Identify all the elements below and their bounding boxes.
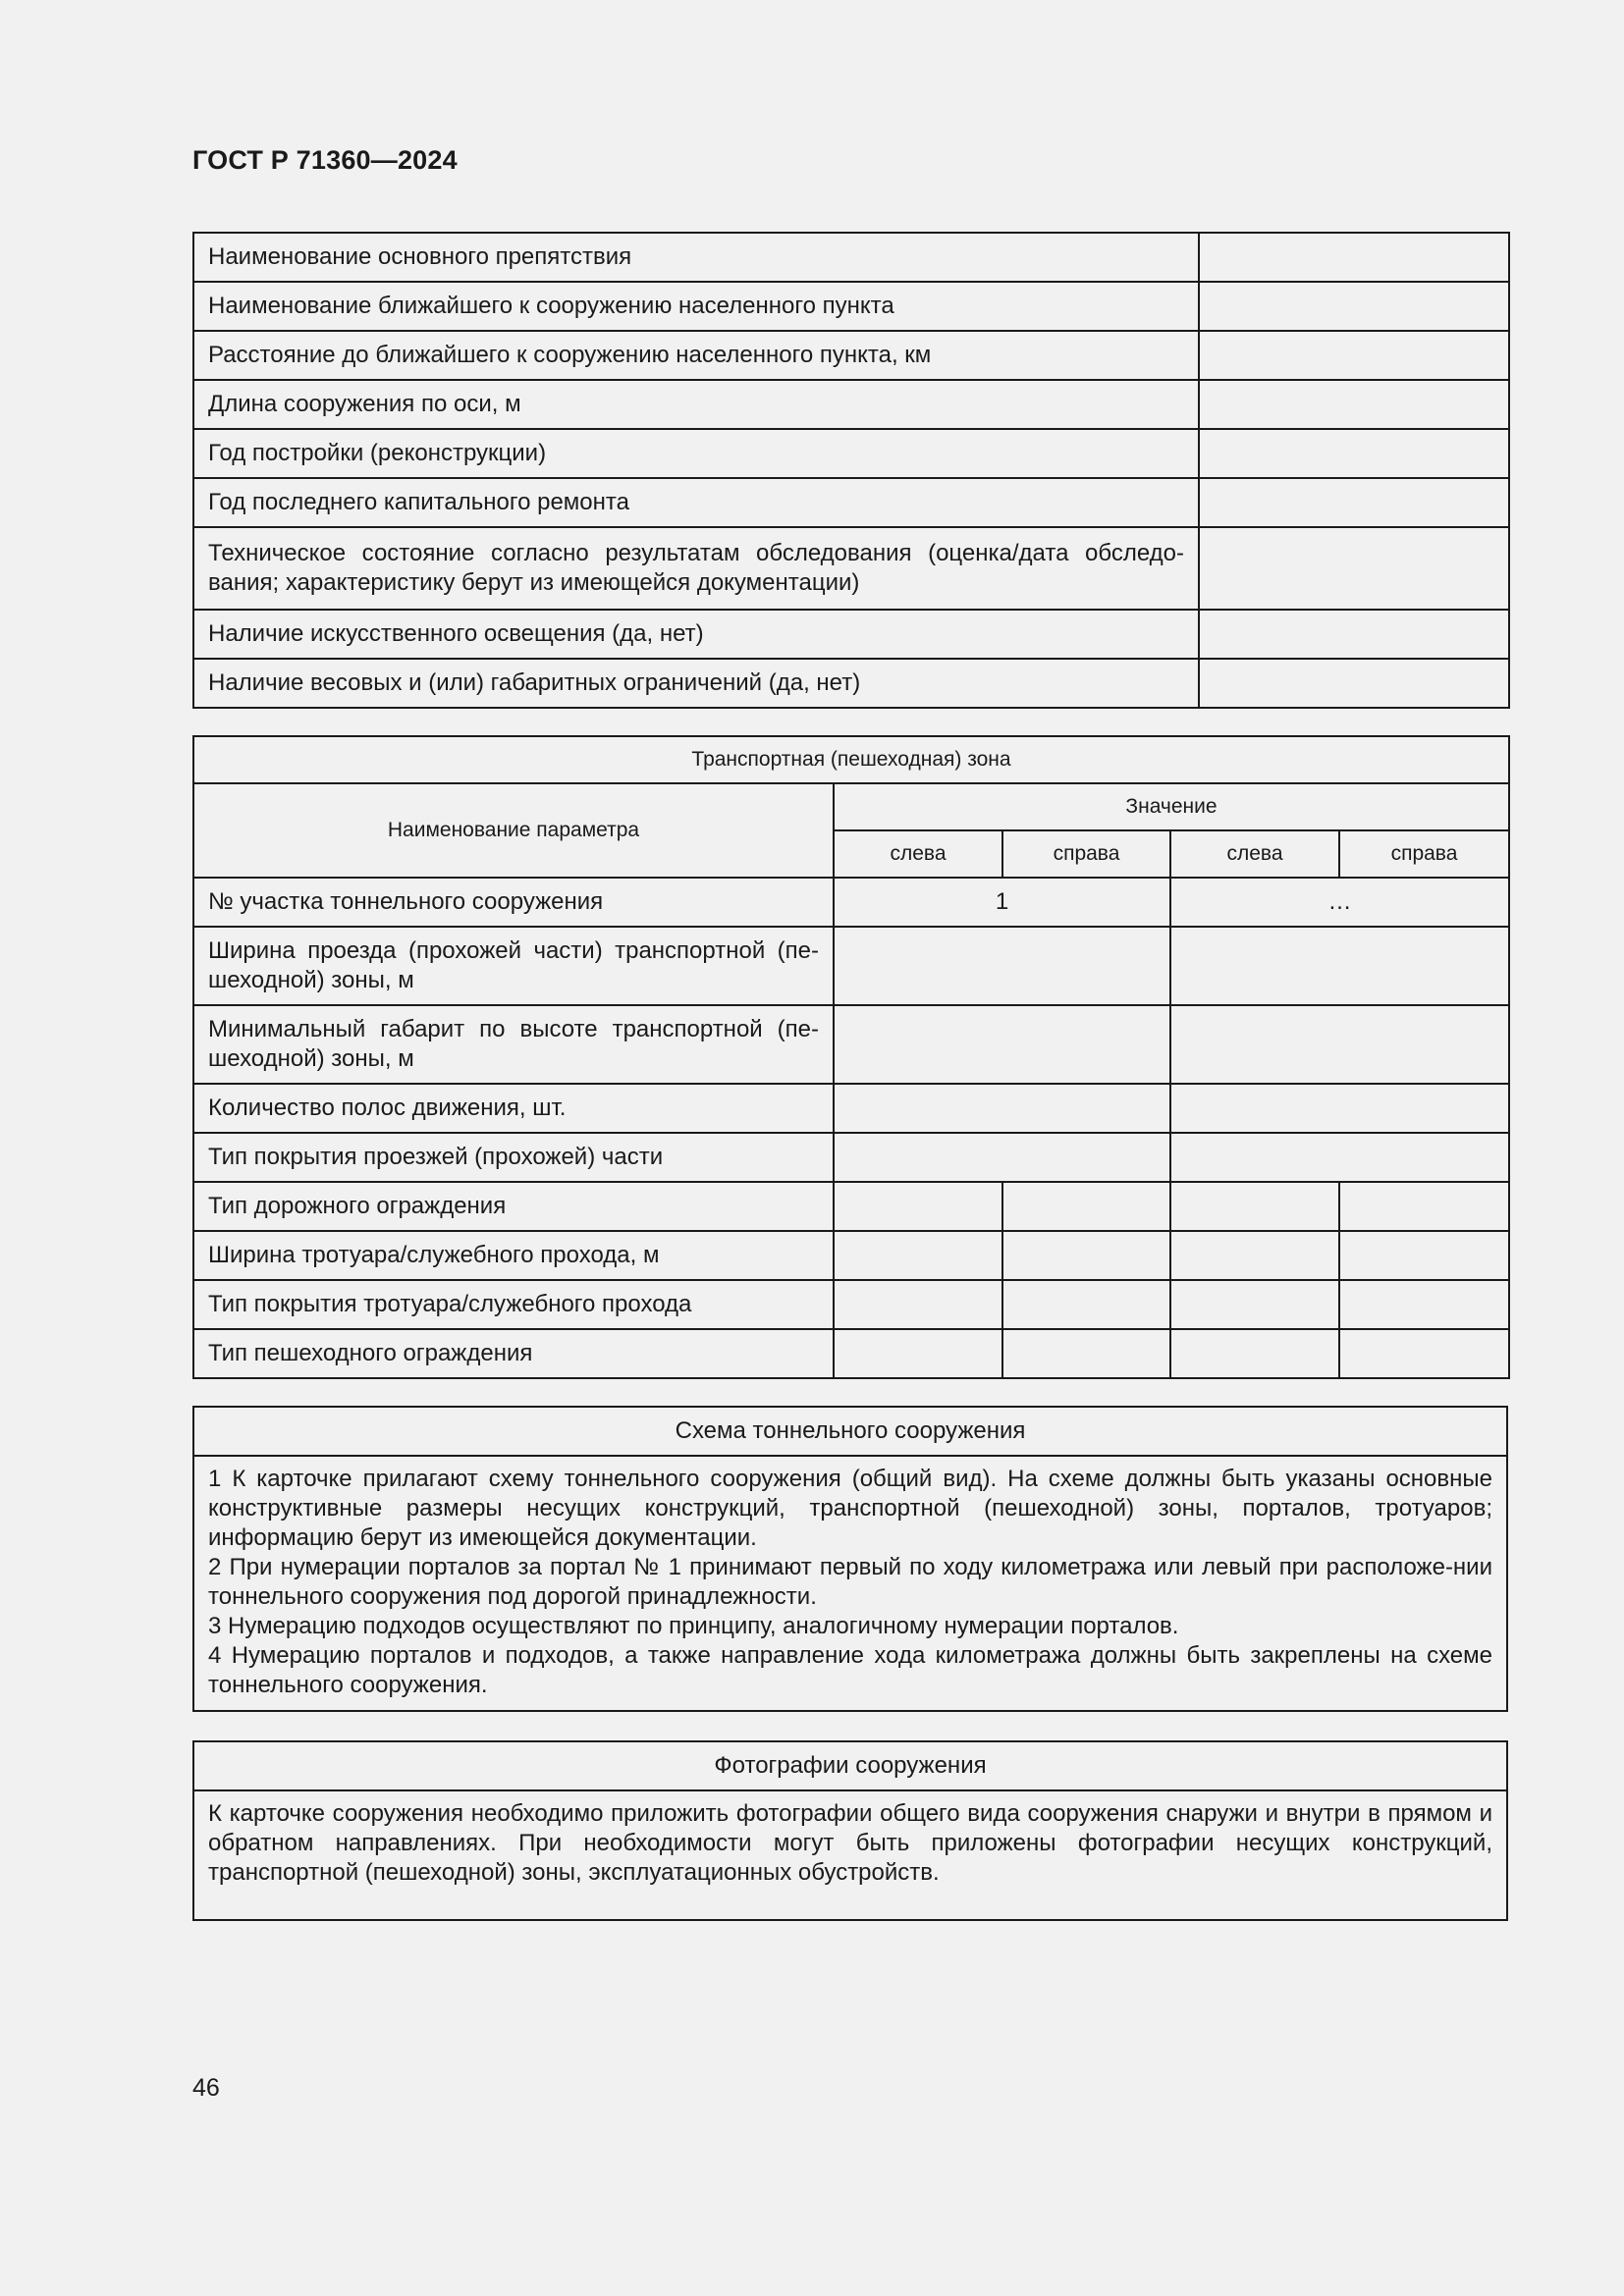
value-cell[interactable] [1199,233,1509,282]
section-number: … [1170,878,1509,927]
value-cell[interactable] [1199,331,1509,380]
table-row [193,1084,1509,1133]
table-row [193,429,1509,478]
table-row [193,380,1509,429]
value-cell[interactable] [1002,1280,1170,1329]
value-cell[interactable] [1170,1182,1339,1231]
photos-title: Фотографии сооружения [193,1741,1507,1790]
value-cell[interactable] [1170,1084,1509,1133]
row-label: Тип пешеходного ограждения [193,1329,834,1378]
row-label: Минимальный габарит по высоте транспортной (пе-шеходной) зоны, м [193,1005,834,1084]
subheader-right: справа [1339,830,1509,878]
row-label: Тип дорожного ограждения [193,1182,834,1231]
value-cell[interactable] [1170,927,1509,1005]
value-cell[interactable] [1339,1280,1509,1329]
table-row [193,1329,1509,1378]
row-label: Количество полос движения, шт. [193,1084,834,1133]
row-label: № участка тоннельного сооружения [193,878,834,927]
value-cell[interactable] [1199,659,1509,708]
value-cell[interactable] [1199,380,1509,429]
table-row [193,527,1509,610]
value-cell[interactable] [1199,429,1509,478]
value-cell[interactable] [1339,1329,1509,1378]
subheader-left: слева [1170,830,1339,878]
box-body-row [193,1790,1507,1920]
photos-text: К карточке сооружения необходимо приложить фотографии общего вида сооружения снаружи и внутри в прямом и обратном направлениях. При необходимости могут быть приложены фотографии несущих конструкций, транспортной (пешеходной) зоны, эксплуатационных обустройств. [208,1800,1492,1886]
box-title-row [193,1407,1507,1456]
note: 3 Нумерацию подходов осуществляют по принципу, аналогичному нумерации порталов. [208,1613,1179,1639]
value-cell[interactable] [1170,1005,1509,1084]
row-label: Тип покрытия тротуара/служебного прохода [193,1280,834,1329]
row-label: Наименование ближайшего к сооружению населенного пункта [193,282,1199,331]
photos-box [192,1740,1508,1921]
value-cell[interactable] [834,1005,1170,1084]
box-title-row [193,1741,1507,1790]
row-label: Ширина проезда (прохожей части) транспортной (пе-шеходной) зоны, м [193,927,834,1005]
row-label: Техническое состояние согласно результатам обследования (оценка/дата обследо-вания; характеристику берут из имеющейся документации) [193,527,1199,610]
table-row [193,233,1509,282]
value-cell[interactable] [834,1133,1170,1182]
row-label: Наличие искусственного освещения (да, нет) [193,610,1199,659]
photos-text-cell [193,1790,1507,1920]
box-body-row [193,1456,1507,1711]
value-cell[interactable] [1170,1133,1509,1182]
document-header: ГОСТ Р 71360—2024 [192,145,458,175]
section-number: 1 [834,878,1170,927]
table-row [193,478,1509,527]
note: 1 К карточке прилагают схему тоннельного сооружения (общий вид). На схеме должны быть указаны основные конструктивные размеры несущих конструкций, транспортной (пешеходной) зоны, порталов, тротуаров; информацию берут из имеющейся документации. [208,1466,1492,1551]
value-cell[interactable] [1199,527,1509,610]
table-row [193,659,1509,708]
transport-zone-table [192,735,1510,1379]
value-cell[interactable] [834,1280,1002,1329]
value-cell[interactable] [1199,610,1509,659]
value-cell[interactable] [834,927,1170,1005]
value-cell[interactable] [834,1231,1002,1280]
table-row [193,610,1509,659]
value-cell[interactable] [1002,1182,1170,1231]
note: 2 При нумерации порталов за портал № 1 принимают первый по ходу километража или левый при расположе-нии тоннельного сооружения под дорогой принадлежности. [208,1554,1492,1610]
value-cell[interactable] [834,1182,1002,1231]
row-label: Год постройки (реконструкции) [193,429,1199,478]
param-name-header: Наименование параметра [193,783,834,878]
header-row [193,783,1509,830]
table-row [193,1005,1509,1084]
note: 4 Нумерацию порталов и подходов, а также направление хода километража должны быть закреплены на схеме тоннельного сооружения. [208,1642,1492,1698]
table-title-row [193,736,1509,783]
value-cell[interactable] [834,1084,1170,1133]
scheme-notes [193,1456,1507,1711]
row-label: Наименование основного препятствия [193,233,1199,282]
row-label: Год последнего капитального ремонта [193,478,1199,527]
table-row [193,1133,1509,1182]
page-number: 46 [192,2074,220,2102]
table-row [193,1182,1509,1231]
row-label: Наличие весовых и (или) габаритных ограничений (да, нет) [193,659,1199,708]
value-cell[interactable] [1170,1280,1339,1329]
row-label: Длина сооружения по оси, м [193,380,1199,429]
value-cell[interactable] [1002,1231,1170,1280]
value-cell[interactable] [1339,1231,1509,1280]
row-label: Тип покрытия проезжей (прохожей) части [193,1133,834,1182]
table-row [193,927,1509,1005]
value-cell[interactable] [1339,1182,1509,1231]
value-cell[interactable] [1002,1329,1170,1378]
subheader-right: справа [1002,830,1170,878]
value-cell[interactable] [1199,478,1509,527]
row-label: Расстояние до ближайшего к сооружению населенного пункта, км [193,331,1199,380]
value-cell[interactable] [1199,282,1509,331]
structure-info-table [192,232,1510,709]
value-cell[interactable] [834,1329,1002,1378]
value-cell[interactable] [1170,1231,1339,1280]
table-row [193,282,1509,331]
subheader-left: слева [834,830,1002,878]
table-row [193,1231,1509,1280]
row-label: Ширина тротуара/служебного прохода, м [193,1231,834,1280]
value-cell[interactable] [1170,1329,1339,1378]
table-row [193,1280,1509,1329]
scheme-title: Схема тоннельного сооружения [193,1407,1507,1456]
table-row [193,878,1509,927]
scheme-box [192,1406,1508,1712]
value-header: Значение [834,783,1509,830]
transport-zone-title: Транспортная (пешеходная) зона [193,736,1509,783]
table-row [193,331,1509,380]
